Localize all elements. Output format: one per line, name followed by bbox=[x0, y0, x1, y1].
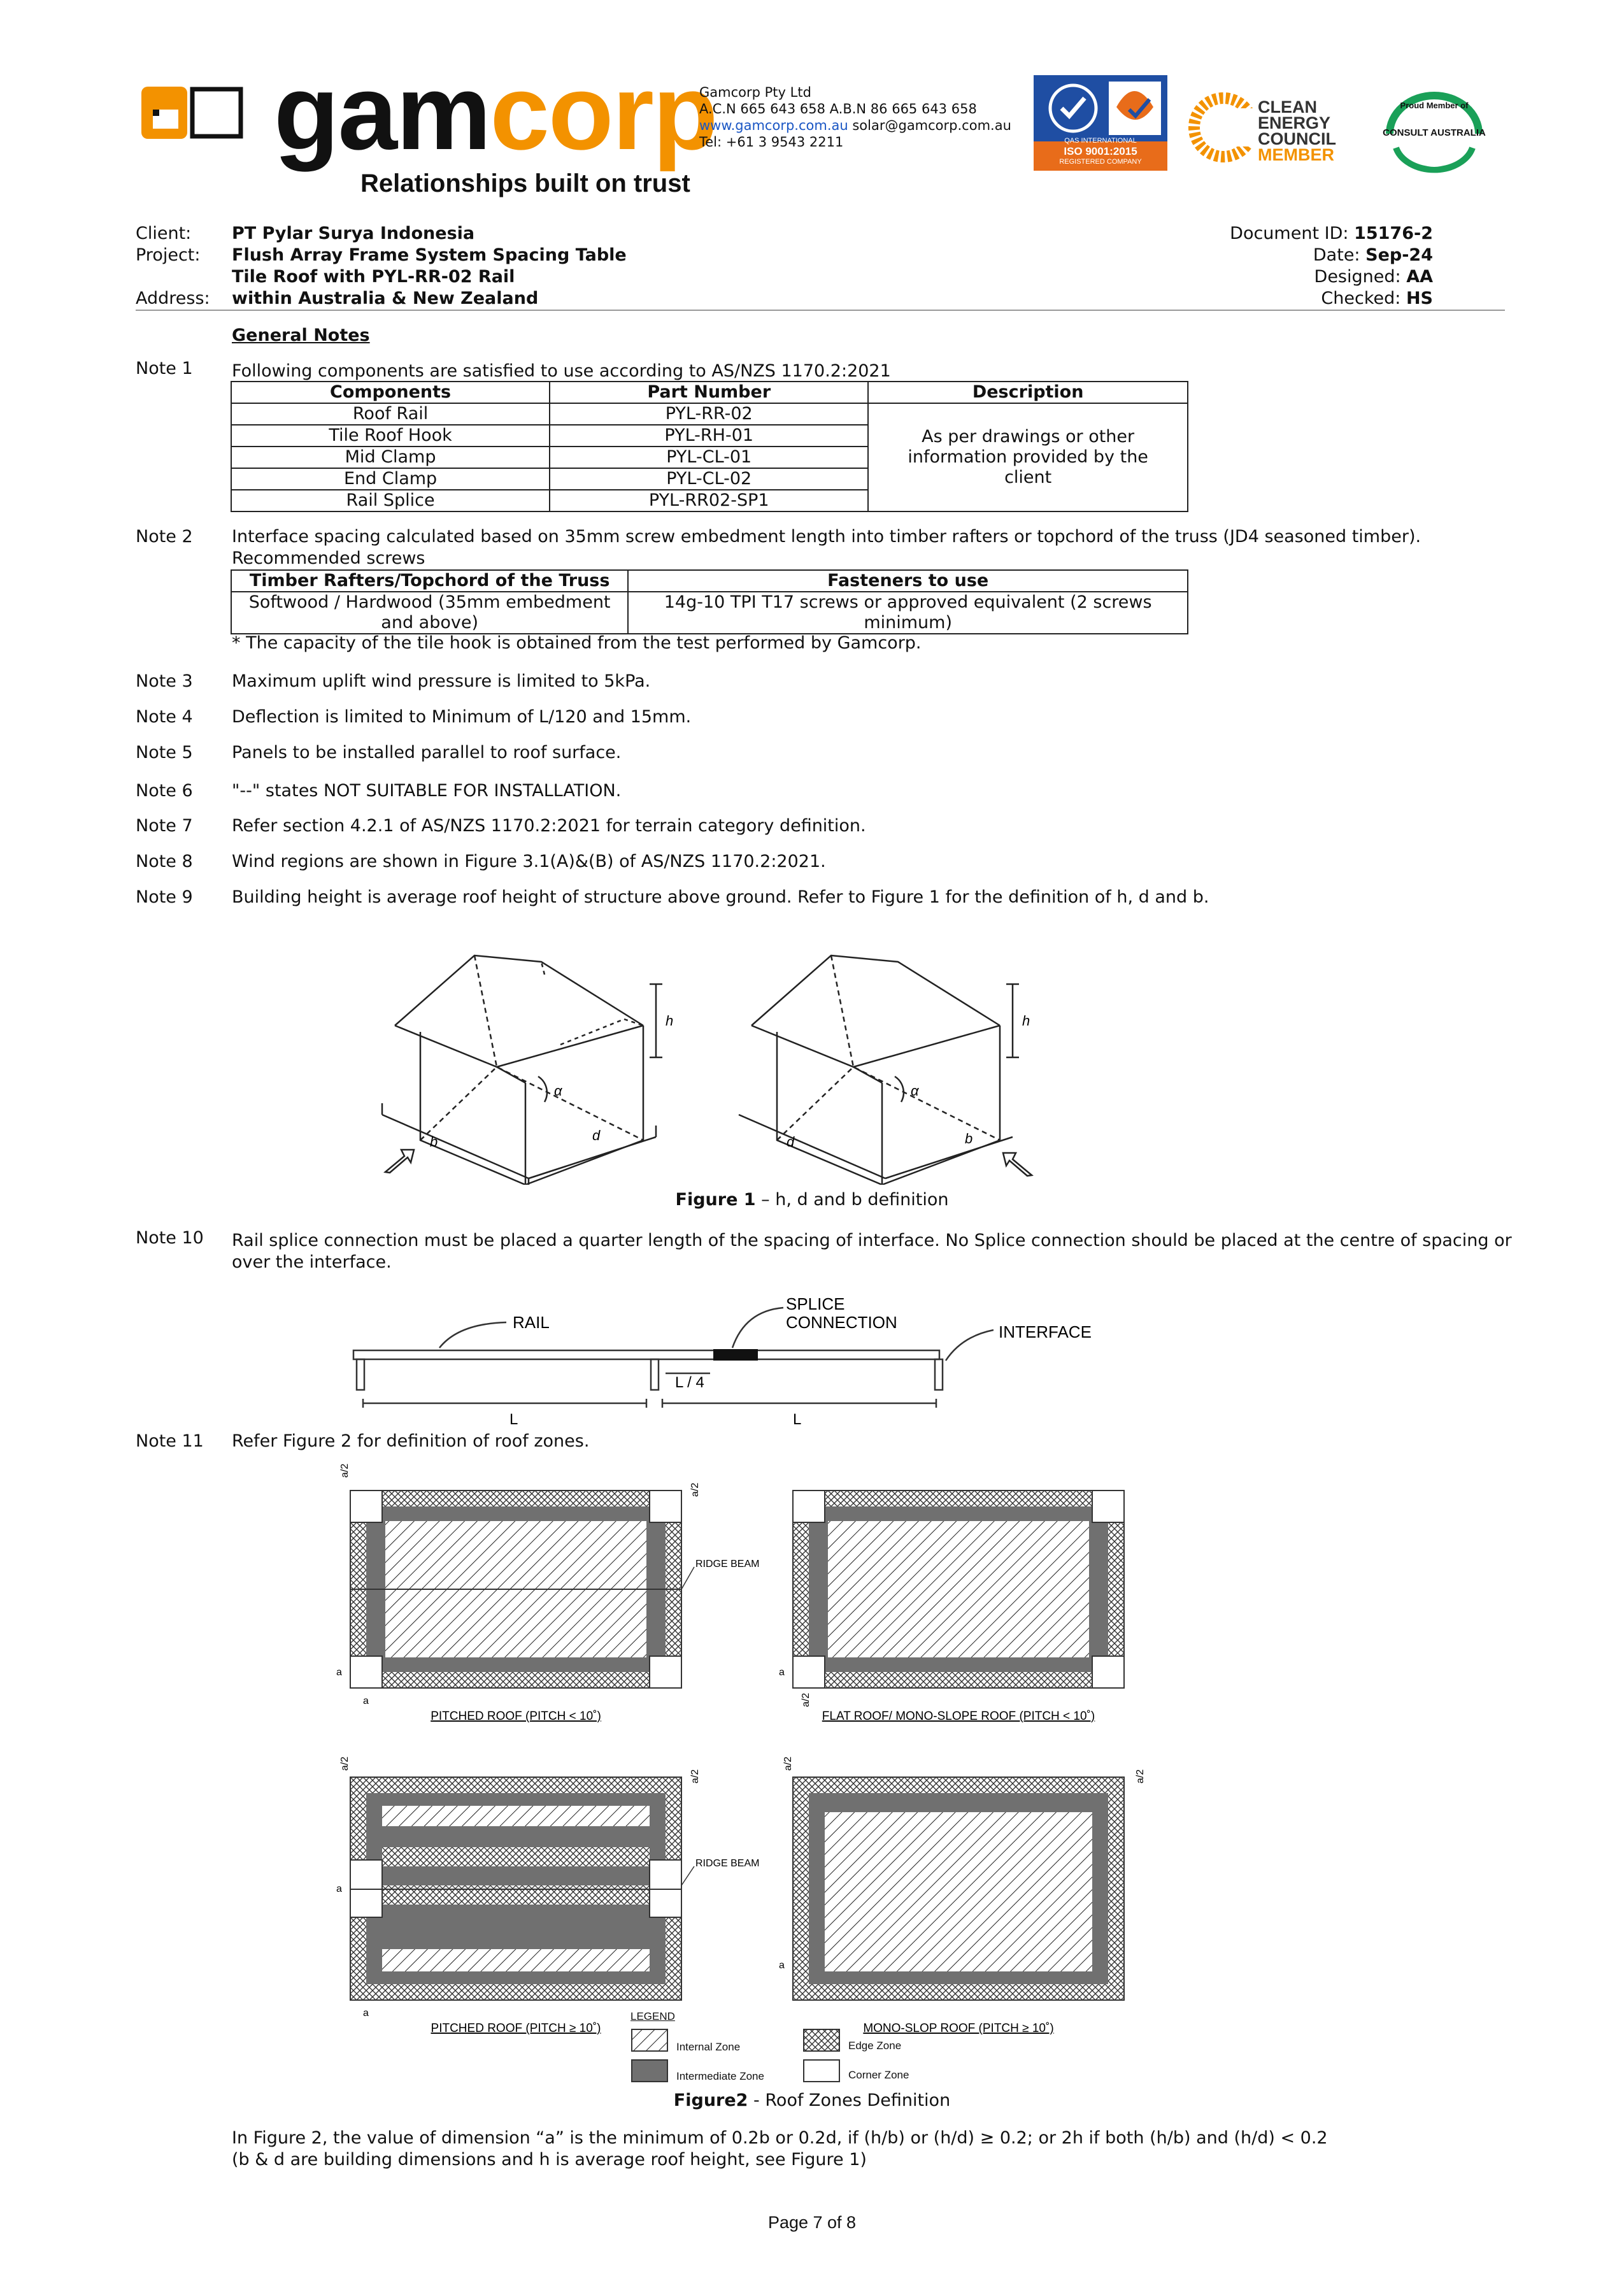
address-label: Address: bbox=[136, 289, 210, 308]
roof-pitched-lt10 bbox=[336, 1464, 759, 1723]
note-3-label: Note 3 bbox=[136, 671, 193, 691]
project-label: Project: bbox=[136, 245, 201, 265]
figure-2-legend bbox=[630, 2010, 936, 2087]
pitched-ge10-a-bottom: a bbox=[363, 2008, 369, 2019]
splice-label-1: SPLICE bbox=[786, 1294, 845, 1313]
company-block bbox=[699, 84, 1011, 150]
pitched-lt10-title: PITCHED ROOF (PITCH < 10˚) bbox=[431, 1710, 601, 1723]
note-10-label: Note 10 bbox=[136, 1228, 204, 1248]
consult-australia-name: CONSULT AUSTRALIA bbox=[1383, 127, 1486, 138]
address-value: within Australia & New Zealand bbox=[232, 289, 539, 308]
fig1-right-alpha: α bbox=[911, 1083, 919, 1099]
pitched-ge10-a-left: a bbox=[336, 1884, 342, 1894]
legend-edge-swatch bbox=[804, 2029, 839, 2051]
cec-word-3: COUNCIL bbox=[1258, 129, 1336, 148]
fig1-left-b: b bbox=[430, 1134, 438, 1150]
part-number: PYL-CL-02 bbox=[550, 468, 868, 490]
col-timber: Timber Rafters/Topchord of the Truss bbox=[231, 570, 628, 592]
brand-corp: corp bbox=[490, 52, 717, 172]
note-6-text: "--" states NOT SUITABLE FOR INSTALLATION. bbox=[232, 781, 622, 801]
fig1-left-d: d bbox=[592, 1127, 601, 1143]
mono-a2-left: a/2 bbox=[783, 1756, 794, 1771]
info-values bbox=[232, 223, 627, 310]
pitched-lt10-a2-right: a/2 bbox=[690, 1482, 701, 1497]
note-7-text: Refer section 4.2.1 of AS/NZS 1170.2:2021 for terrain category definition. bbox=[232, 816, 866, 836]
part-number: PYL-RR-02 bbox=[550, 403, 868, 425]
note-2-subtitle: Recommended screws bbox=[232, 548, 425, 568]
note-5-label: Note 5 bbox=[136, 743, 193, 762]
splice-drawing bbox=[350, 1292, 1134, 1432]
note-5-text: Panels to be installed parallel to roof surface. bbox=[232, 743, 622, 762]
pitched-lt10-a2-left: a/2 bbox=[339, 1463, 350, 1478]
company-website-link[interactable]: www.gamcorp.com.au bbox=[699, 118, 848, 133]
designed-label: Designed: bbox=[1314, 267, 1401, 287]
col-fasteners: Fasteners to use bbox=[628, 570, 1188, 592]
component-name: Roof Rail bbox=[231, 403, 550, 425]
fig1-left-alpha: α bbox=[554, 1083, 562, 1099]
doc-id-value: 15176-2 bbox=[1354, 224, 1433, 243]
note-2-footnote: * The capacity of the tile hook is obtained from the test performed by Gamcorp. bbox=[232, 633, 922, 653]
note-11-text: Refer Figure 2 for definition of roof zones. bbox=[232, 1431, 590, 1451]
cec-badge bbox=[1188, 89, 1353, 172]
consult-australia-top: Proud Member of bbox=[1400, 101, 1469, 110]
component-name: End Clamp bbox=[231, 468, 550, 490]
rail-label: RAIL bbox=[513, 1313, 550, 1332]
note-10-text-2: over the interface. bbox=[232, 1252, 392, 1272]
client-value: PT Pylar Surya Indonesia bbox=[232, 224, 475, 243]
note-3-text: Maximum uplift wind pressure is limited to 5kPa. bbox=[232, 671, 651, 691]
note-4-text: Deflection is limited to Minimum of L/120 and 15mm. bbox=[232, 707, 692, 727]
designed-row bbox=[1230, 266, 1433, 288]
designed-value: AA bbox=[1406, 267, 1433, 287]
fig1-left-h: h bbox=[666, 1013, 674, 1029]
note-8-label: Note 8 bbox=[136, 852, 193, 871]
screws-table bbox=[231, 569, 1188, 634]
cec-word-1: CLEAN bbox=[1258, 97, 1317, 117]
company-name: Gamcorp Pty Ltd bbox=[699, 85, 811, 100]
cec-word-4: MEMBER bbox=[1258, 145, 1334, 164]
component-name: Mid Clamp bbox=[231, 447, 550, 468]
pitched-ge10-a2-left: a/2 bbox=[339, 1756, 350, 1771]
closing-line-1: In Figure 2, the value of dimension “a” is the minimum of 0.2b or 0.2d, if (h/b) or (h/d) ≥ 0.2; or 2h if both (h/b) and (h/d) < 0.2 bbox=[232, 2128, 1328, 2148]
iso-line2: ISO 9001:2015 bbox=[1064, 145, 1137, 157]
legend-intermediate-swatch bbox=[632, 2060, 667, 2082]
legend-internal-swatch bbox=[632, 2029, 667, 2051]
note-9-label: Note 9 bbox=[136, 887, 193, 907]
cec-word-2: ENERGY bbox=[1258, 113, 1331, 132]
legend-edge-label: Edge Zone bbox=[848, 2040, 902, 2052]
legend-intermediate-label: Intermediate Zone bbox=[676, 2070, 764, 2082]
logo-mark bbox=[139, 84, 245, 141]
closing-line-2: (b & d are building dimensions and h is average roof height, see Figure 1) bbox=[232, 2150, 867, 2170]
length-label-right: L bbox=[793, 1411, 802, 1428]
date-value: Sep-24 bbox=[1365, 245, 1433, 265]
note-1-label: Note 1 bbox=[136, 359, 193, 378]
interface-label: INTERFACE bbox=[999, 1322, 1092, 1341]
ridge-beam-label-2: RIDGE BEAM bbox=[695, 1858, 760, 1869]
doc-id-row bbox=[1230, 223, 1433, 245]
legend-corner-label: Corner Zone bbox=[848, 2069, 909, 2081]
figure-1-drawing bbox=[369, 930, 1083, 1185]
splice-label-2: CONNECTION bbox=[786, 1313, 897, 1332]
part-number: PYL-CL-01 bbox=[550, 447, 868, 468]
note-7-label: Note 7 bbox=[136, 816, 193, 836]
quarter-length-label: L / 4 bbox=[675, 1374, 704, 1391]
note-8-text: Wind regions are shown in Figure 3.1(A)&(B) of AS/NZS 1170.2:2021. bbox=[232, 852, 826, 871]
table-row bbox=[231, 403, 1188, 425]
iso-badge bbox=[1034, 75, 1167, 171]
note-2-text: Interface spacing calculated based on 35mm screw embedment length into timber rafters or topchord of the truss (JD4 seasoned timber). bbox=[232, 527, 1421, 547]
pitched-ge10-title: PITCHED ROOF (PITCH ≥ 10˚) bbox=[431, 2022, 601, 2035]
iso-line1: QAS INTERNATIONAL bbox=[1064, 137, 1137, 145]
fig1-right-d: d bbox=[787, 1134, 795, 1150]
general-notes-title: General Notes bbox=[232, 325, 370, 345]
figure-1-caption-bold: Figure 1 bbox=[675, 1190, 756, 1210]
figure-1-caption bbox=[0, 1190, 1624, 1210]
project-line-2: Tile Roof with PYL-RR-02 Rail bbox=[232, 267, 515, 287]
note-1-text: Following components are satisfied to use according to AS/NZS 1170.2:2021 bbox=[232, 361, 891, 381]
component-name: Rail Splice bbox=[231, 490, 550, 511]
note-9-text: Building height is average roof height of structure above ground. Refer to Figure 1 for the definition of h, d and b. bbox=[232, 887, 1209, 907]
consult-australia-badge bbox=[1371, 89, 1498, 178]
brand-wordmark bbox=[274, 52, 717, 172]
note-4-label: Note 4 bbox=[136, 707, 193, 727]
checked-label: Checked: bbox=[1321, 289, 1401, 308]
figure-1-caption-text: – h, d and b definition bbox=[755, 1190, 949, 1210]
fig1-right-b: b bbox=[965, 1131, 973, 1147]
date-row bbox=[1230, 245, 1433, 266]
doc-meta bbox=[1230, 223, 1433, 310]
company-email[interactable]: solar@gamcorp.com.au bbox=[852, 118, 1011, 133]
iso-line3: REGISTERED COMPANY bbox=[1059, 158, 1142, 166]
ridge-beam-label: RIDGE BEAM bbox=[695, 1559, 760, 1569]
legend-title: LEGEND bbox=[630, 2010, 675, 2022]
client-label: Client: bbox=[136, 224, 192, 243]
components-table bbox=[231, 381, 1188, 512]
col-description: Description bbox=[868, 382, 1188, 403]
legend-internal-label: Internal Zone bbox=[676, 2041, 741, 2053]
project-line-1: Flush Array Frame System Spacing Table bbox=[232, 245, 627, 265]
pitched-lt10-a-left: a bbox=[336, 1667, 342, 1678]
part-number: PYL-RR02-SP1 bbox=[550, 490, 868, 511]
mono-a-left: a bbox=[779, 1960, 785, 1971]
timber-cell: Softwood / Hardwood (35mm embedment and above) bbox=[231, 592, 628, 634]
roof-pitched-ge10 bbox=[336, 1757, 759, 2035]
figure-2-caption bbox=[0, 2091, 1624, 2110]
doc-id-label: Document ID: bbox=[1230, 224, 1349, 243]
component-name: Tile Roof Hook bbox=[231, 425, 550, 447]
mono-a2-right: a/2 bbox=[1135, 1769, 1146, 1784]
figure-2-roof-zones bbox=[331, 1452, 1159, 2070]
components-table-header bbox=[231, 382, 1188, 403]
brand-gam: gam bbox=[274, 52, 490, 172]
fig1-right-h: h bbox=[1022, 1013, 1030, 1029]
description-cell: As per drawings or other information provided by the client bbox=[868, 403, 1188, 511]
flat-a-left: a bbox=[779, 1667, 785, 1678]
company-acn: A.C.N 665 643 658 A.B.N 86 665 643 658 bbox=[699, 101, 977, 117]
page-number: Page 7 of 8 bbox=[767, 2213, 857, 2232]
note-6-label: Note 6 bbox=[136, 781, 193, 801]
table-row bbox=[231, 592, 1188, 634]
length-label-left: L bbox=[509, 1411, 518, 1428]
house-right bbox=[739, 955, 1032, 1185]
fasteners-cell: 14g-10 TPI T17 screws or approved equivalent (2 screws minimum) bbox=[628, 592, 1188, 634]
brand-tagline: Relationships built on trust bbox=[360, 169, 690, 197]
figure-2-caption-text: - Roof Zones Definition bbox=[748, 2091, 951, 2110]
col-part-number: Part Number bbox=[550, 382, 868, 403]
part-number: PYL-RH-01 bbox=[550, 425, 868, 447]
note-10-text-1: Rail splice connection must be placed a quarter length of the spacing of interface. No Splice connection should be placed at the centre of spacing or bbox=[232, 1231, 1512, 1250]
company-tel: Tel: +61 3 9543 2211 bbox=[699, 134, 844, 150]
col-components: Components bbox=[231, 382, 550, 403]
roof-mono-ge10 bbox=[779, 1757, 1146, 2035]
note-2-label: Note 2 bbox=[136, 527, 193, 547]
header-divider bbox=[136, 310, 1505, 311]
house-left bbox=[382, 955, 662, 1185]
info-labels bbox=[136, 223, 210, 310]
pitched-ge10-a2-right: a/2 bbox=[690, 1769, 701, 1784]
company-contact bbox=[699, 117, 1011, 134]
pitched-lt10-a-bottom: a bbox=[363, 1696, 369, 1706]
flat-title: FLAT ROOF/ MONO-SLOPE ROOF (PITCH < 10˚) bbox=[822, 1710, 1095, 1723]
flat-a2: a/2 bbox=[801, 1692, 811, 1707]
checked-row bbox=[1230, 288, 1433, 310]
mono-title: MONO-SLOP ROOF (PITCH ≥ 10˚) bbox=[863, 2022, 1054, 2035]
legend-corner-swatch bbox=[804, 2060, 839, 2082]
note-11-label: Note 11 bbox=[136, 1431, 204, 1451]
checked-value: HS bbox=[1406, 289, 1433, 308]
figure-2-caption-bold: Figure2 bbox=[673, 2091, 748, 2110]
screws-table-header bbox=[231, 570, 1188, 592]
roof-flat-lt10 bbox=[779, 1491, 1124, 1723]
date-label: Date: bbox=[1313, 245, 1360, 265]
